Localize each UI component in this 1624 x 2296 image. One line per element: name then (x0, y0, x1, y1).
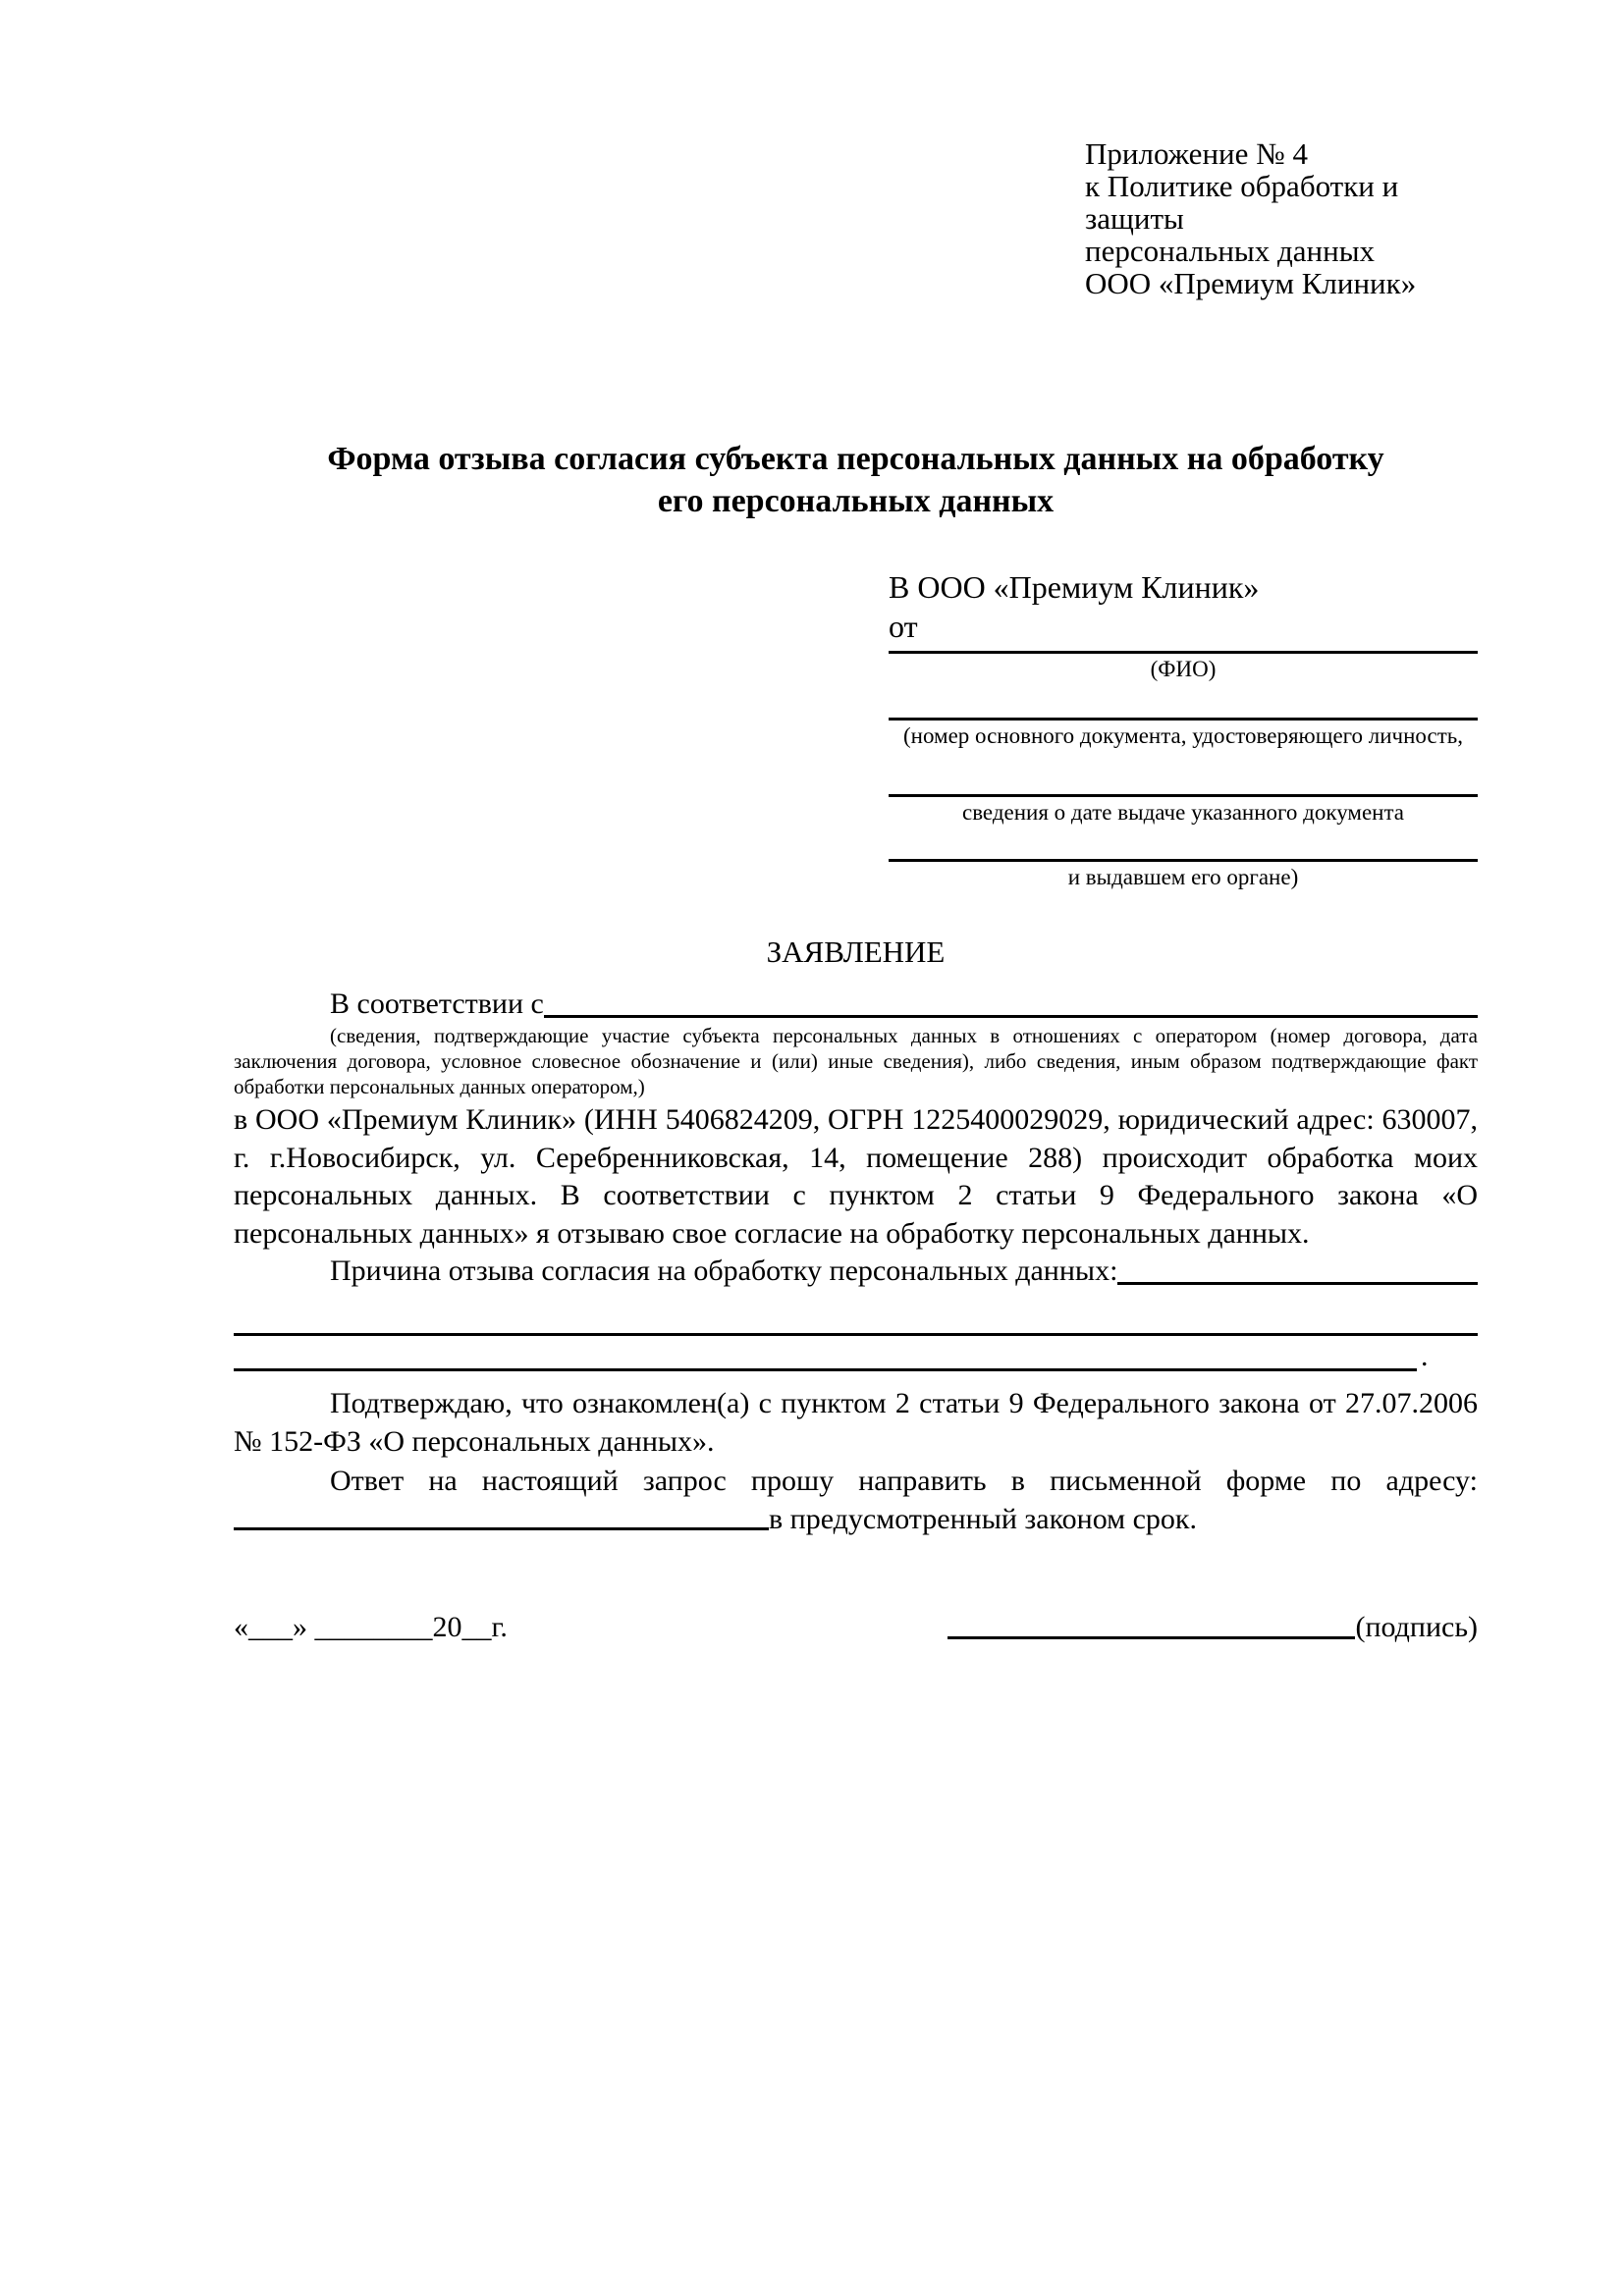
appendix-header (1085, 137, 1478, 299)
signature-caption: (подпись) (1355, 1610, 1478, 1643)
fio-blank-field (889, 651, 1478, 654)
appendix-header-line-1: Приложение № 4 (1085, 136, 1308, 171)
withdrawal-reason-blank-line-1 (234, 1290, 1478, 1336)
sentence-period: . (1421, 1340, 1429, 1372)
reply-request-tail: в предусмотренный законом срок. (769, 1502, 1197, 1535)
document-title (234, 438, 1478, 522)
document-title-line-2: его персональных данных (657, 483, 1055, 519)
withdrawal-reason-row (234, 1253, 1478, 1290)
date-blank: «___» ________20__г. (234, 1610, 508, 1643)
statement-body-paragraph: в ООО «Премиум Клиник» (ИНН 5406824209, ОГРН 1225400029029, юридический адрес: 630007, г. г.Новосибирск, ул. Серебренниковская, 14, помещение 288) происходит обработка моих персональных данных. В соответствии с пунктом 2 статьи 9 Федерального закона «О персональных данных» я отзываю свое согласие на обработку персональных данных. (234, 1103, 1478, 1250)
issuing-authority-blank-field (889, 859, 1478, 862)
reply-request-paragraph: Ответ на настоящий запрос прошу направить в письменной форме по адресу: (330, 1465, 1478, 1497)
confirmation-paragraph: Подтверждаю, что ознакомлен(а) с пунктом 2 статьи 9 Федерального закона от 27.07.2006 № 152-ФЗ «О персональных данных». (234, 1387, 1478, 1458)
withdrawal-reason-blank-line-2 (234, 1336, 1417, 1371)
fio-caption: (ФИО) (1150, 657, 1217, 681)
withdrawal-reason-blank-line-2-row (234, 1336, 1478, 1371)
legal-basis-row (234, 986, 1478, 1023)
addressee-from-label: от (889, 609, 918, 644)
appendix-header-line-3: персональных данных (1085, 234, 1376, 268)
signature-blank-field (947, 1636, 1355, 1639)
legal-basis-label: В соответствии с (330, 988, 544, 1020)
withdrawal-reason-label: Причина отзыва согласия на обработку персональных данных: (330, 1255, 1118, 1287)
id-document-number-blank-field (889, 718, 1478, 721)
appendix-header-line-4: ООО «Премиум Клиник» (1085, 266, 1417, 300)
addressee-to: В ООО «Премиум Клиник» (889, 569, 1260, 605)
issuing-authority-caption: и выдавшем его органе) (1067, 865, 1299, 889)
legal-basis-blank-field (544, 1015, 1478, 1018)
addressee-block (889, 567, 1478, 890)
signature-group (947, 1609, 1478, 1646)
statement-heading: ЗАЯВЛЕНИЕ (766, 934, 946, 969)
document-title-line-1: Форма отзыва согласия субъекта персональных данных на обработку (327, 441, 1384, 477)
date-signature-row (234, 1609, 1478, 1646)
issue-date-blank-field (889, 794, 1478, 797)
withdrawal-reason-blank-field (1117, 1282, 1478, 1285)
reply-address-blank-field (234, 1527, 769, 1530)
id-document-number-caption: (номер основного документа, удостоверяющего личность, (902, 723, 1463, 748)
legal-basis-fine-print: (сведения, подтверждающие участие субъекта персональных данных в отношениях с оператором (номер договора, дата заключения договора, условное словесное обозначение и (или) иные сведения), либо сведения, иным образом подтверждающие факт обработки персональных данных оператором,) (234, 1024, 1478, 1098)
appendix-header-line-2: к Политике обработки и защиты (1085, 169, 1399, 236)
reply-address-row (234, 1501, 1478, 1538)
issue-date-caption: сведения о дате выдаче указанного документа (961, 800, 1405, 825)
